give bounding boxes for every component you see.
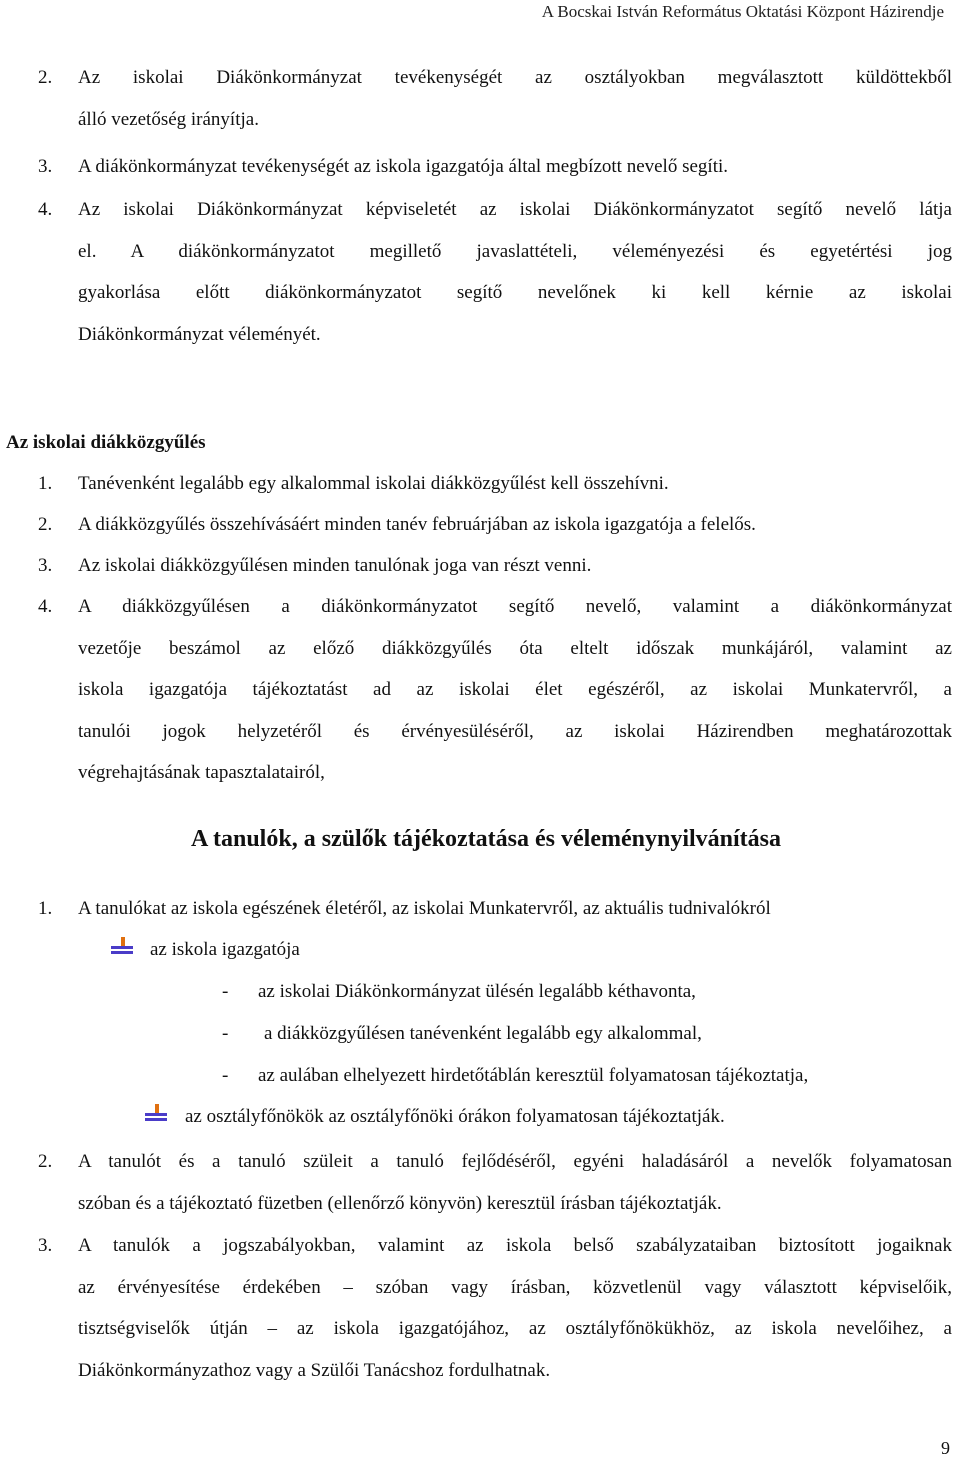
item-text-line: végrehajtásának tapasztalatairól, <box>78 762 325 784</box>
item-text-line: vezetője beszámol az előző diákközgyűlés óta eltelt időszak munkájáról, valamint az <box>78 637 952 659</box>
list-item <box>38 146 952 188</box>
item-number: 2. <box>38 514 53 535</box>
dash-marker: - <box>222 1065 229 1086</box>
item-text-line: A diákközgyűlésen a diákönkormányzatot segítő nevelő, valamint a diákönkormányzat <box>78 596 952 617</box>
bullet-text: az osztályfőnökök az osztályfőnöki órákon folyamatosan tájékoztatják. <box>185 1106 725 1127</box>
item-text-line: álló vezetőség irányítja. <box>78 108 259 130</box>
bullet-text: az iskola igazgatója <box>150 939 300 960</box>
arrow-bullet-icon <box>145 1104 169 1132</box>
page-header: A Bocskai István Református Oktatási Központ Házirendje <box>541 2 944 21</box>
list-item <box>38 1225 952 1391</box>
item-number: 3. <box>38 1235 53 1256</box>
item-text-line: gyakorlása előtt diákönkormányzatot segítő nevelőnek ki kell kérnie az iskolai <box>78 282 952 304</box>
list-item <box>38 586 952 794</box>
item-text-line: A diákönkormányzat tevékenységét az iskola igazgatója által megbízott nevelő segíti. <box>78 156 728 177</box>
section-heading: A tanulók, a szülők tájékoztatása és véleménynyilvánítása <box>190 826 781 852</box>
list-item <box>38 57 952 140</box>
item-number: 4. <box>38 596 53 617</box>
item-text-line: el. A diákönkormányzatot megillető javaslattételi, véleményezési és egyetértési jog <box>78 240 952 262</box>
list-item <box>38 545 952 587</box>
item-text-line: Diákönkormányzathoz vagy a Szülői Tanácshoz fordulhatnak. <box>78 1359 551 1381</box>
list-item <box>38 888 952 930</box>
dash-text: az aulában elhelyezett hirdetőtáblán keresztül folyamatosan tájékoztatja, <box>258 1065 809 1086</box>
item-text-line: Diákönkormányzat véleményét. <box>78 323 321 345</box>
dash-marker: - <box>222 981 229 1002</box>
item-text-line: tanulói jogok helyzetéről és érvényesüléséről, az iskolai Házirendben meghatározottak <box>78 720 952 742</box>
item-number: 1. <box>38 898 53 919</box>
page-number: 9 <box>941 1438 950 1458</box>
list-item <box>38 189 952 355</box>
list-item <box>38 504 952 546</box>
item-text-line: A tanulókat az iskola egészének életéről, az iskolai Munkatervről, az aktuális tudnivalókról <box>78 898 771 919</box>
list-item <box>38 1141 952 1224</box>
item-text-line: az érvényesítése érdekében – szóban vagy írásban, közvetlenül vagy választott képviselőik, <box>78 1276 952 1298</box>
item-number: 2. <box>38 67 53 88</box>
item-text-line: A diákközgyűlés összehívásáért minden tanév februárjában az iskola igazgatója a felelős. <box>78 514 756 535</box>
item-text-line: A tanulót és a tanuló szüleit a tanuló fejlődéséről, egyéni haladásáról a nevelők folyamatosan <box>78 1151 952 1172</box>
item-text-line: szóban és a tájékoztató füzetben (ellenőrző könyvön) keresztül írásban tájékoztatják. <box>78 1192 722 1214</box>
item-number: 3. <box>38 555 53 576</box>
item-text-line: iskola igazgatója tájékoztatást ad az iskolai élet egészéről, az iskolai Munkatervről, a <box>78 679 952 701</box>
dash-text: az iskolai Diákönkormányzat ülésén legalább kéthavonta, <box>258 981 696 1002</box>
item-text-line: Az iskolai diákközgyűlésen minden tanulónak joga van részt venni. <box>78 555 592 576</box>
section-title: Az iskolai diákközgyűlés <box>6 432 206 453</box>
item-number: 4. <box>38 199 53 220</box>
item-number: 3. <box>38 156 53 177</box>
item-text-line: Tanévenként legalább egy alkalommal iskolai diákközgyűlést kell összehívni. <box>78 473 669 494</box>
dash-text: a diákközgyűlésen tanévenként legalább egy alkalommal, <box>264 1023 702 1044</box>
arrow-bullet-icon <box>111 937 135 965</box>
item-number: 1. <box>38 473 53 494</box>
item-text-line: Az iskolai Diákönkormányzat tevékenységét az osztályokban megválasztott küldöttekből <box>78 67 952 88</box>
dash-marker: - <box>222 1023 229 1044</box>
item-text-line: tisztségviselők útján – az iskola igazgatójához, az osztályfőnökükhöz, az iskola nevelőihez, a <box>78 1318 952 1340</box>
item-text-line: Az iskolai Diákönkormányzat képviseletét az iskolai Diákönkormányzatot segítő nevelő látja <box>78 199 952 220</box>
item-text-line: A tanulók a jogszabályokban, valamint az iskola belső szabályzataiban biztosított jogaiknak <box>78 1235 952 1256</box>
list-item <box>38 463 952 505</box>
item-number: 2. <box>38 1151 53 1172</box>
